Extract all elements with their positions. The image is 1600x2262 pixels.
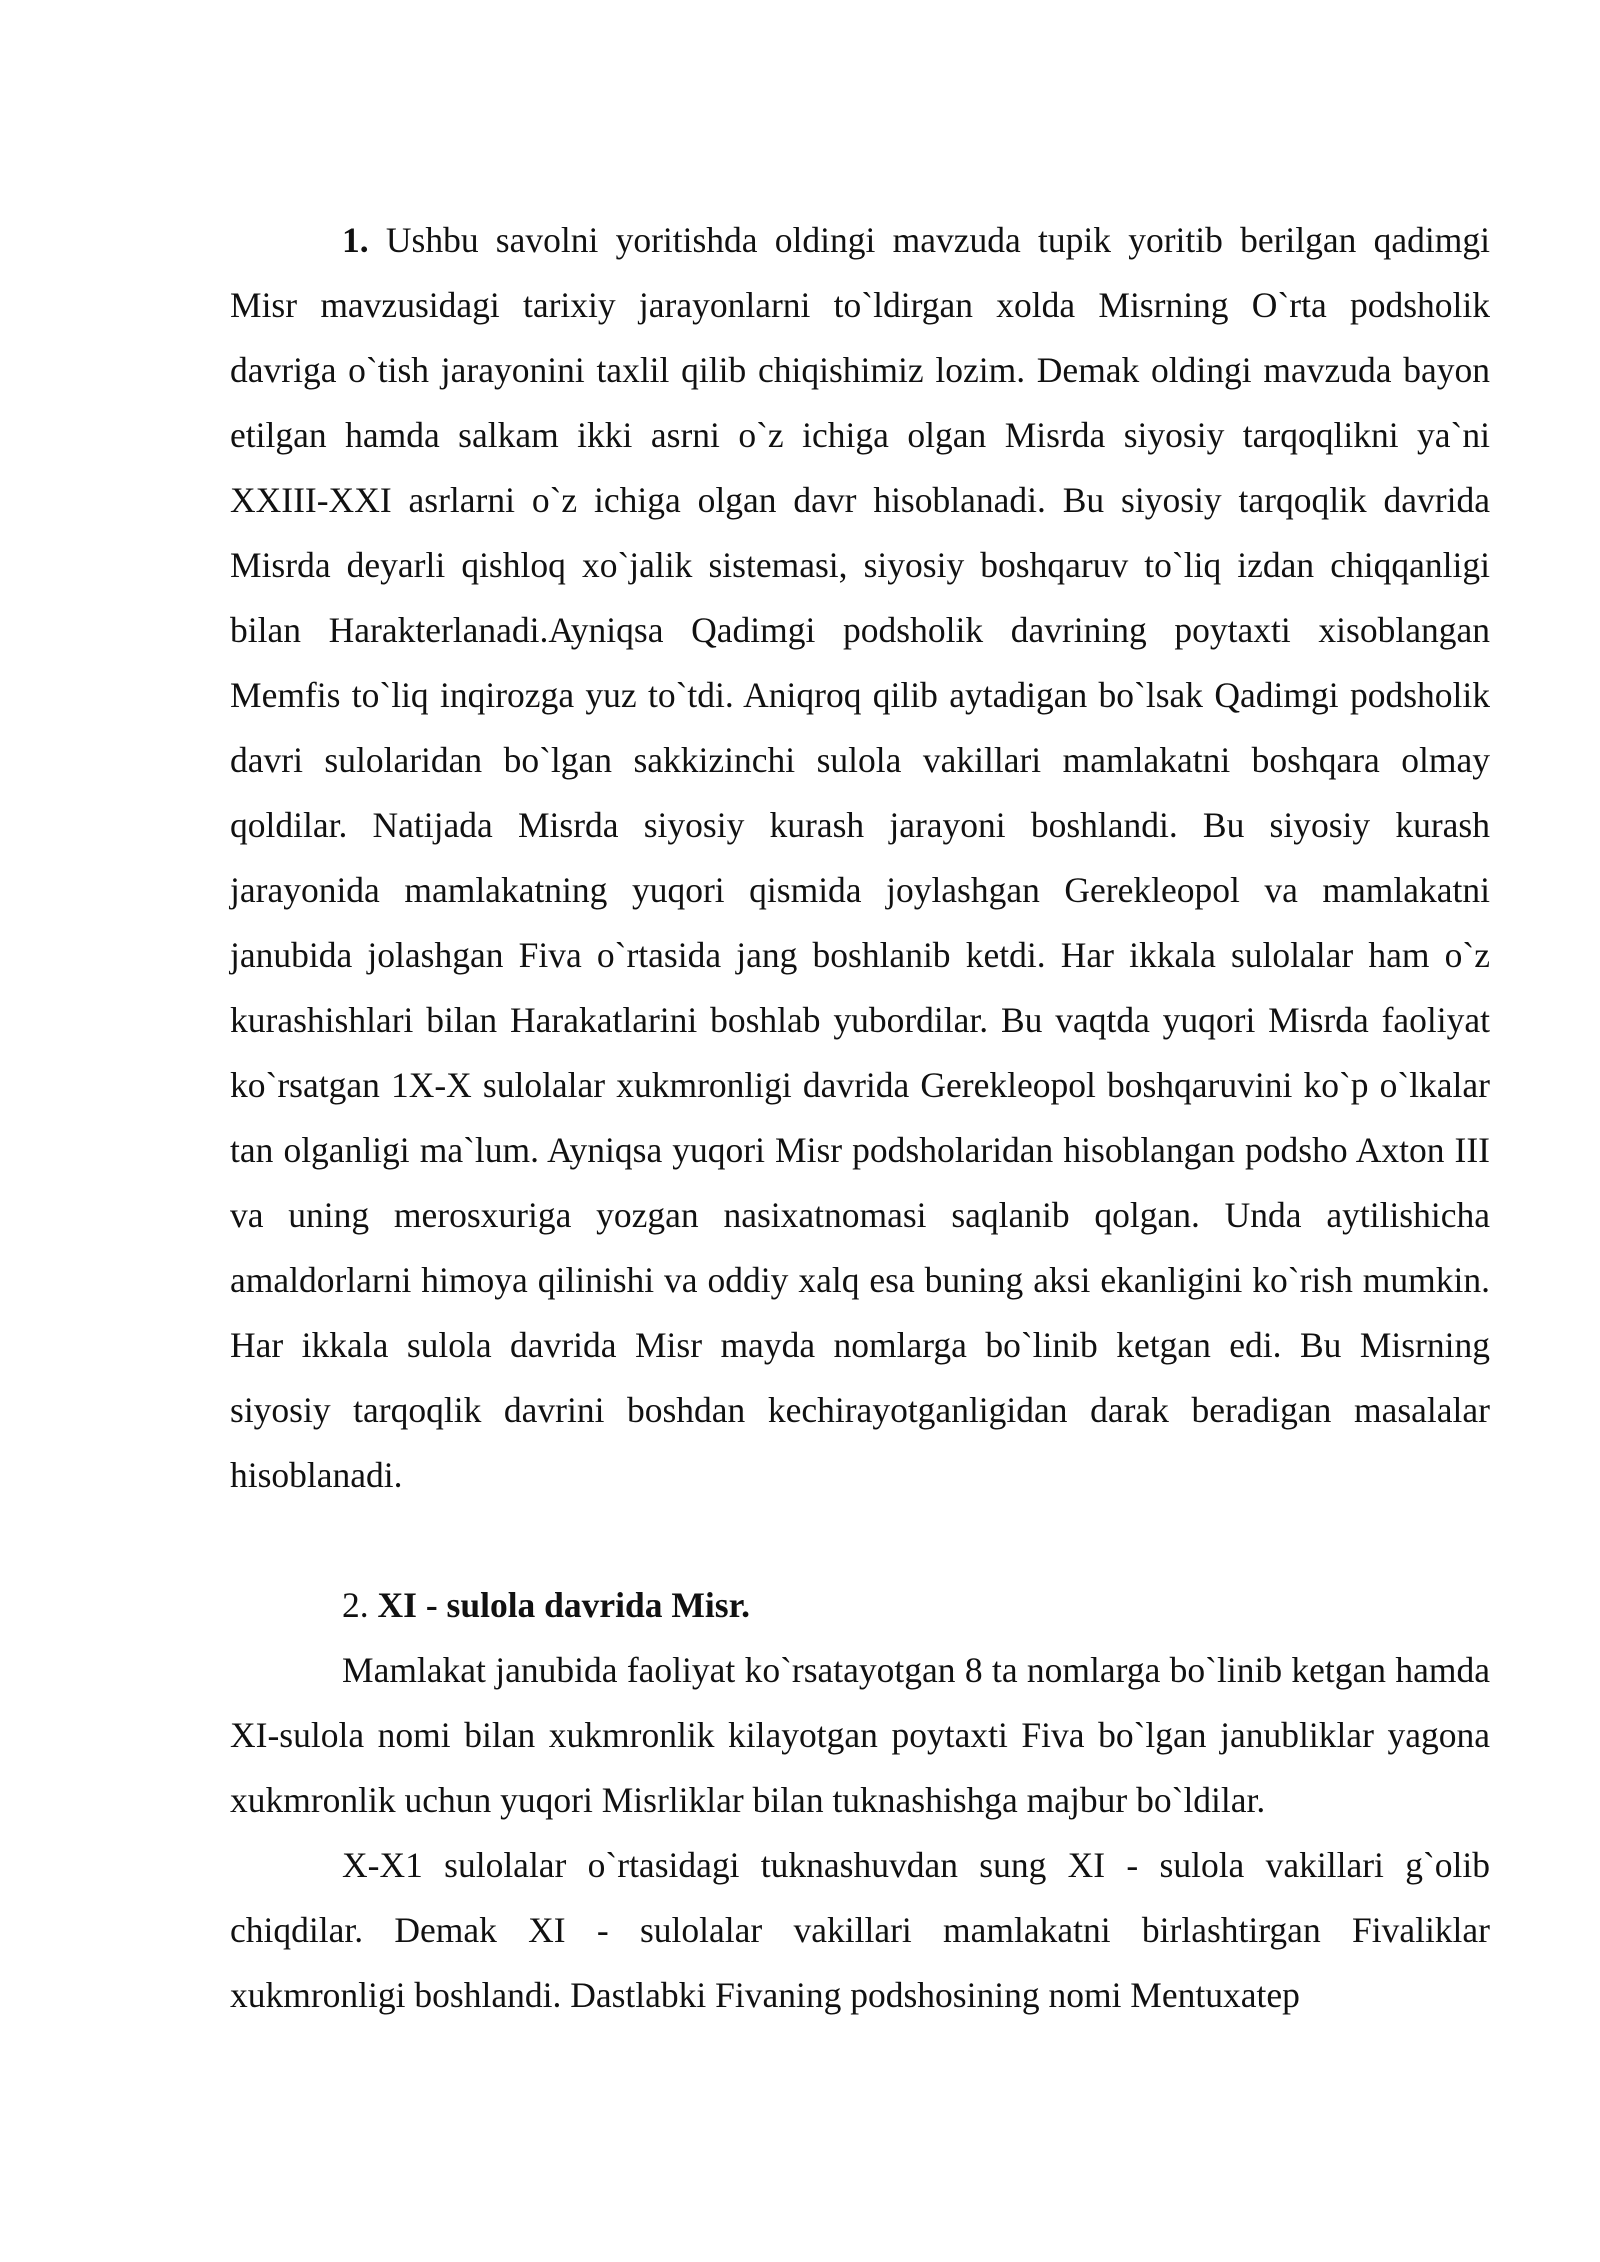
section-1-paragraph <box>230 208 1490 1508</box>
section-2-number: 2. <box>342 1585 378 1625</box>
section-2-title: XI - sulola davrida Misr. <box>377 1585 750 1625</box>
document-page <box>230 208 1490 2028</box>
section-1-number: 1. <box>342 220 369 260</box>
section-2-heading <box>230 1573 1490 1638</box>
section-2-paragraph-1: Mamlakat janubida faoliyat ko`rsatayotgan 8 ta nomlarga bo`linib ketgan hamda XI-sulola nomi bilan xukmronlik kilayotgan poytaxti Fiva bo`lgan janubliklar yagona xukmronlik uchun yuqori Misrliklar bilan tuknashishga majbur bo`ldilar. <box>230 1650 1490 1820</box>
section-1-text: Ushbu savolni yoritishda oldingi mavzuda tupik yoritib berilgan qadimgi Misr mavzusidagi tarixiy jarayonlarni to`ldirgan xolda Misrning O`rta podsholik davriga o`tish jarayonini taxlil qilib chiqishimiz lozim. Demak oldingi mavzuda bayon etilgan hamda salkam ikki asrni o`z ichiga olgan Misrda siyosiy tarqoqlikni ya`ni XXIII-XXI asrlarni o`z ichiga olgan davr hisoblanadi. Bu siyosiy tarqoqlik davrida Misrda deyarli qishloq xo`jalik sistemasi, siyosiy boshqaruv to`liq izdan chiqqanligi bilan Harakterlanadi.Ayniqsa Qadimgi podsholik davrining poytaxti xisoblangan Memfis to`liq inqirozga yuz to`tdi. Aniqroq qilib aytadigan bo`lsak Qadimgi podsholik davri sulolaridan bo`lgan sakkizinchi sulola vakillari mamlakatni boshqara olmay qoldilar. Natijada Misrda siyosiy kurash jarayoni boshlandi. Bu siyosiy kurash jarayonida mamlakatning yuqori qismida joylashgan Gerekleopol va mamlakatni janubida jolashgan Fiva o`rtasida jang boshlanib ketdi. Har ikkala sulolalar ham o`z kurashishlari bilan Harakatlarini boshlab yubordilar. Bu vaqtda yuqori Misrda faoliyat ko`rsatgan 1X-X sulolalar xukmronligi davrida Gerekleopol boshqaruvini ko`p o`lkalar tan olganligi ma`lum. Ayniqsa yuqori Misr podsholaridan hisoblangan podsho Axton III va uning merosxuriga yozgan nasixatnomasi saqlanib qolgan. Unda aytilishicha amaldorlarni himoya qilinishi va oddiy xalq esa buning aksi ekanligini ko`rish mumkin. Har ikkala sulola davrida Misr mayda nomlarga bo`linib ketgan edi. Bu Misrning siyosiy tarqoqlik davrini boshdan kechirayotganligidan darak beradigan masalalar hisoblanadi. <box>230 220 1490 1495</box>
section-2-paragraph-2: X-X1 sulolalar o`rtasidagi tuknashuvdan sung XI - sulola vakillari g`olib chiqdilar. Demak XI - sulolalar vakillari mamlakatni birlashtirgan Fivaliklar xukmronligi boshlandi. Dastlabki Fivaning podshosining nomi Mentuxatep <box>230 1845 1490 2015</box>
